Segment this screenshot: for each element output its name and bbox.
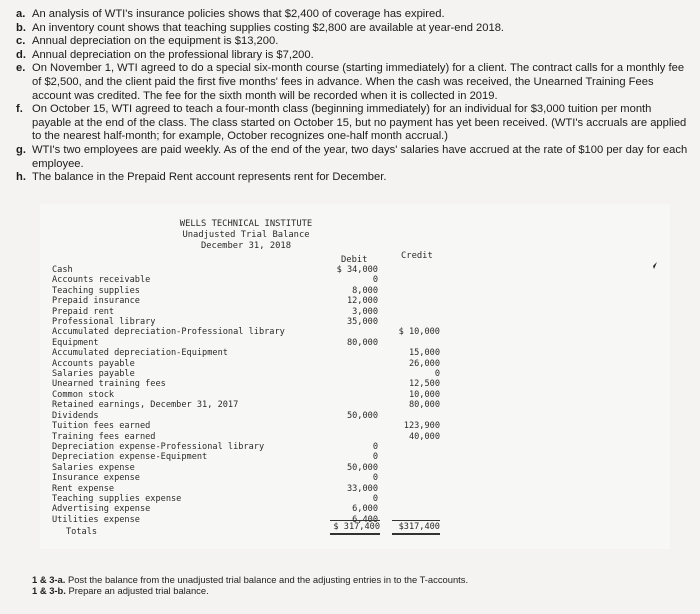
account-row: Tuition fees earned	[52, 421, 151, 432]
item-c: c. Annual depreciation on the equipment is $13,200.	[16, 35, 279, 48]
debit-amount	[326, 432, 378, 442]
account-row: Common stock	[52, 389, 115, 400]
item-e: e. On November 1, WTI agreed to do a special six-month course (starting immediately) for a client. The contract calls for a monthly fee of $2,500, and the client paid the first five months' fees in advance. When the cash was received, the Unearned Training Fees account was credited. The fee for the sixth month will be recorded when it is collected in 2019.	[16, 62, 685, 102]
trial-balance-heading	[172, 219, 320, 252]
debit-amount	[326, 359, 378, 369]
debit-amount	[326, 348, 378, 358]
statement-date: December 31, 2018	[200, 241, 292, 251]
debit-amount: 35,000	[346, 317, 378, 328]
credit-amount: $ 10,000	[398, 327, 440, 338]
credit-amount: 26,000	[408, 358, 440, 369]
debit-amount	[326, 421, 378, 431]
debit-amount	[326, 379, 378, 389]
debit-amount: 0	[372, 441, 378, 452]
adjustment-items	[16, 8, 692, 185]
account-row: Accumulated depreciation-Professional library	[52, 327, 285, 338]
account-row: Accumulated depreciation-Equipment	[52, 348, 228, 359]
account-row: Teaching supplies expense	[52, 493, 182, 504]
credit-amount: 0	[434, 369, 440, 380]
account-row: Retained earnings, December 31, 2017	[52, 400, 239, 411]
debit-header: Debit	[341, 255, 368, 265]
credit-amount	[388, 296, 440, 306]
credit-amount	[388, 275, 440, 285]
account-row: Advertising expense	[52, 504, 151, 515]
credit-amount	[388, 338, 440, 348]
account-row: Rent expense	[52, 483, 115, 494]
credit-amount	[388, 494, 440, 504]
account-row: Accounts receivable	[52, 275, 151, 286]
credit-amount	[388, 411, 440, 421]
credit-amount	[388, 317, 440, 327]
credit-amount	[388, 504, 440, 514]
credit-amount: 12,500	[408, 379, 440, 390]
credit-amount	[388, 473, 440, 483]
credit-amount: 10,000	[408, 389, 440, 400]
requirements	[32, 574, 468, 597]
credit-header: Credit	[401, 251, 433, 261]
debit-amount: 12,000	[346, 296, 378, 307]
item-f: f. On October 15, WTI agreed to teach a four-month class (beginning immediately) for an individual for $3,000 tuition per month payable at the end of the class. The class started on October 15, but no payment has yet been received. (WTI's accruals are applied to the nearest half-month; for example, October recognizes one-half month accrual.)	[16, 103, 687, 143]
account-row: Prepaid insurance	[52, 296, 140, 307]
statement-title: Unadjusted Trial Balance	[182, 230, 310, 240]
credit-amount: 15,000	[408, 348, 440, 359]
credit-amount: 80,000	[408, 400, 440, 411]
credit-column	[388, 265, 440, 525]
account-names	[52, 265, 285, 525]
requirement-1: 1 & 3-a. Post the balance from the unadjusted trial balance and the adjusting entries in to the T-accounts.	[32, 574, 469, 585]
debit-amount: 33,000	[346, 483, 378, 494]
item-g: g. WTI's two employees are paid weekly. As of the end of the year, two days' salaries have accrued at the rate of $100 per day for each employee.	[16, 143, 688, 170]
total-credit: $317,400	[392, 520, 440, 535]
debit-amount: $ 34,000	[336, 265, 378, 275]
credit-amount	[388, 463, 440, 473]
account-row: Equipment	[52, 337, 99, 348]
debit-amount	[326, 400, 378, 410]
account-row: Professional library	[52, 317, 156, 328]
item-a: a. An analysis of WTI's insurance policies shows that $2,400 of coverage has expired.	[16, 8, 445, 20]
item-b: b. An inventory count shows that teaching supplies costing $2,800 are available at year-end 2018.	[16, 21, 505, 34]
debit-amount: 6,400	[352, 514, 378, 525]
credit-amount	[388, 442, 440, 452]
debit-amount: 8,000	[352, 285, 378, 296]
debit-amount: 3,000	[352, 306, 378, 317]
debit-amount: 0	[372, 493, 378, 504]
credit-amount: 123,900	[403, 421, 440, 432]
debit-amount: 0	[372, 452, 378, 463]
account-row: Prepaid rent	[52, 306, 115, 317]
account-row: Depreciation expense-Professional library	[52, 441, 265, 452]
account-row: Unearned training fees	[52, 379, 166, 390]
account-row: Utilities expense	[52, 514, 140, 525]
debit-amount	[326, 327, 378, 337]
debit-amount: 50,000	[346, 462, 378, 473]
credit-amount	[388, 452, 440, 462]
debit-amount: 6,000	[352, 504, 378, 515]
account-row: Dividends	[52, 410, 99, 421]
account-row: Depreciation expense-Equipment	[52, 452, 208, 463]
company-name: WELLS TECHNICAL INSTITUTE	[179, 219, 313, 229]
debit-amount: 50,000	[346, 410, 378, 421]
account-row: Salaries payable	[52, 369, 135, 380]
account-row: Accounts payable	[52, 358, 135, 369]
mouse-pointer-icon	[648, 261, 658, 271]
total-debit: $ 317,400	[330, 520, 380, 535]
totals-label: Totals	[66, 527, 98, 537]
item-h: h. The balance in the Prepaid Rent account represents rent for December.	[16, 171, 387, 184]
credit-amount	[388, 484, 440, 494]
account-row: Cash	[52, 265, 73, 275]
account-row: Teaching supplies	[52, 285, 140, 296]
credit-amount: 40,000	[408, 431, 440, 442]
credit-amount	[388, 265, 440, 275]
debit-amount	[326, 369, 378, 379]
debit-amount: 80,000	[346, 337, 378, 348]
debit-column	[326, 265, 378, 525]
item-d: d. Annual depreciation on the professional library is $7,200.	[16, 48, 314, 61]
credit-amount	[388, 307, 440, 317]
debit-amount: 0	[372, 275, 378, 286]
account-row: Salaries expense	[52, 462, 135, 473]
debit-amount: 0	[372, 473, 378, 484]
debit-amount	[326, 390, 378, 400]
requirement-2: 1 & 3-b. Prepare an adjusted trial balance.	[32, 585, 209, 597]
credit-amount	[388, 286, 440, 296]
account-row: Training fees earned	[52, 431, 156, 442]
account-row: Insurance expense	[52, 473, 140, 484]
